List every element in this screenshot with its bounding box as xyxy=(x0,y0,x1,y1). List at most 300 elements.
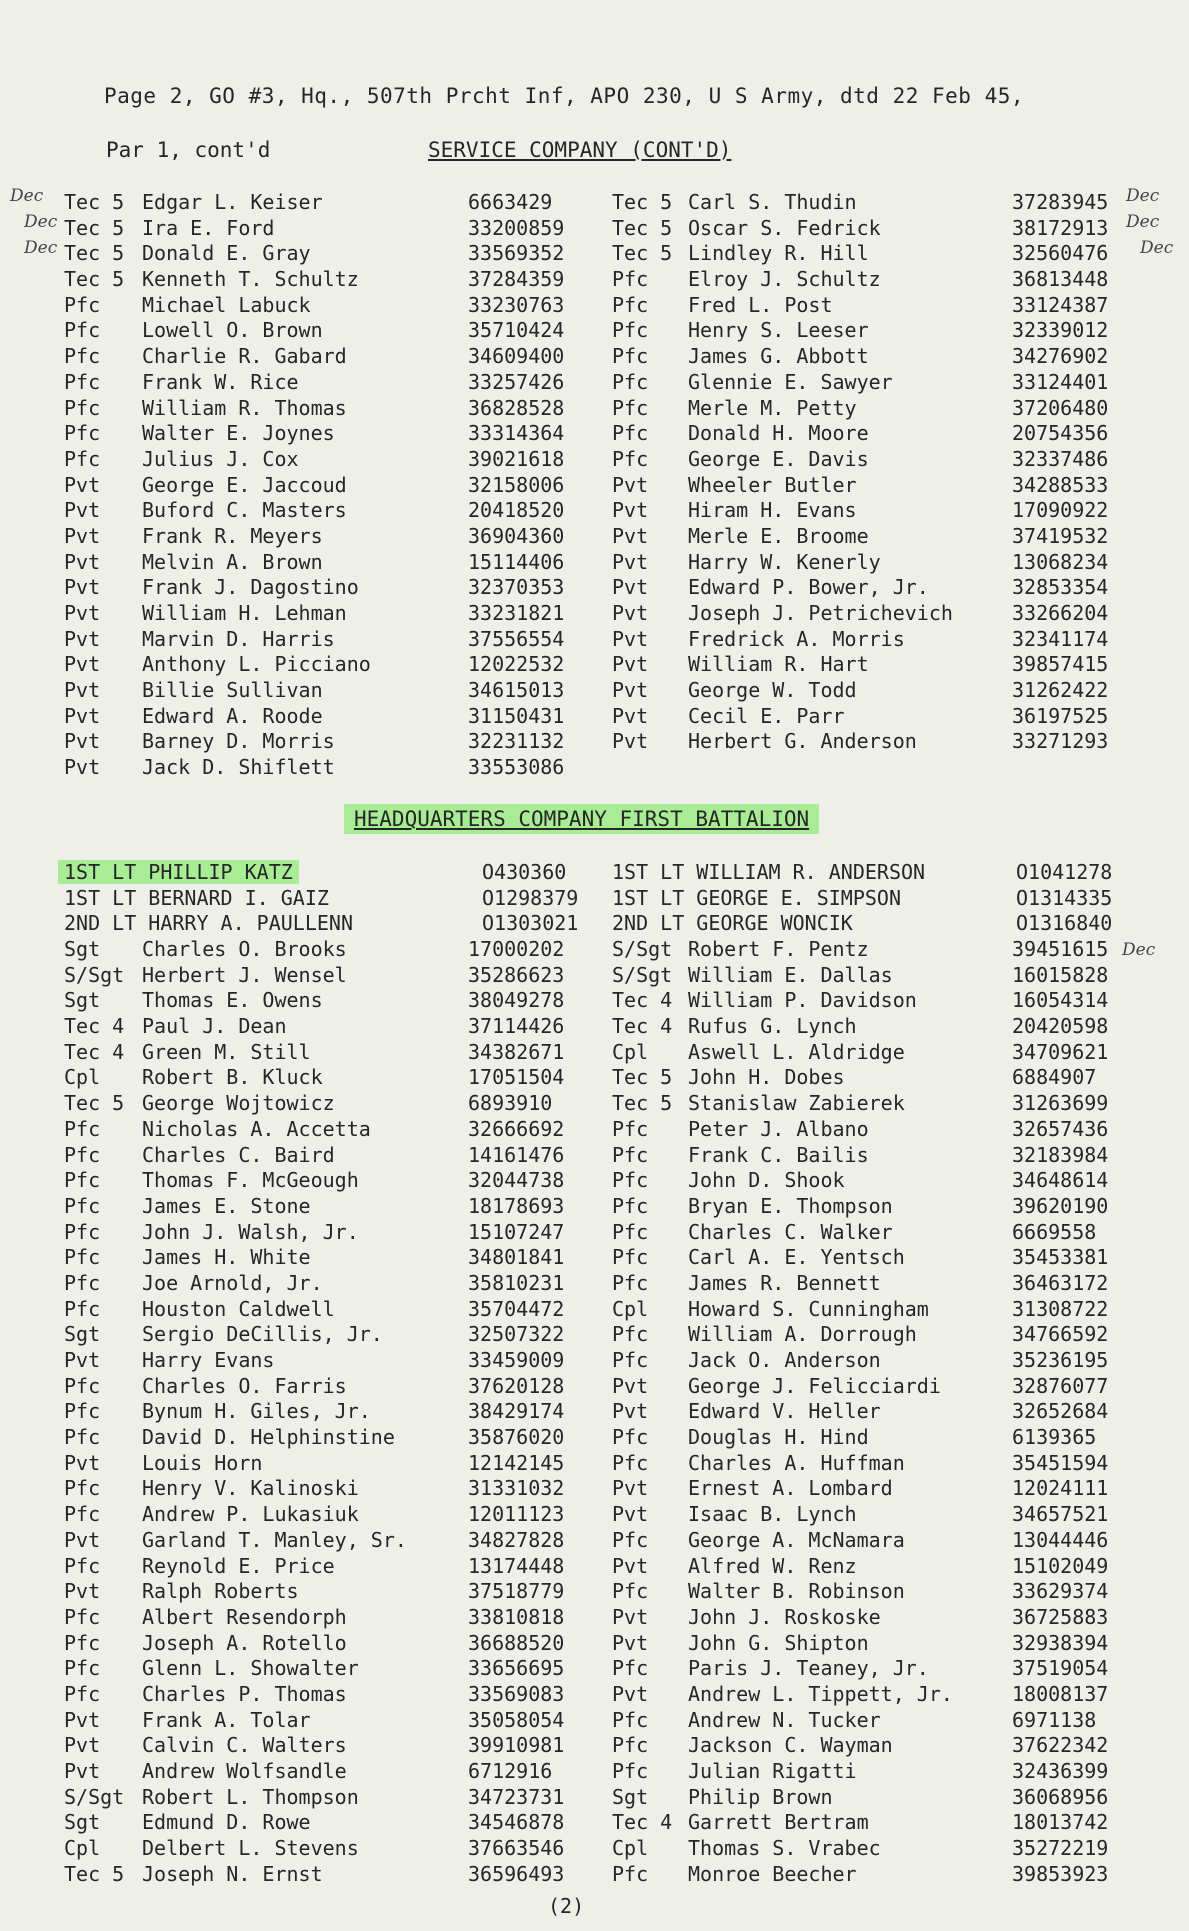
name-right: Lindley R. Hill xyxy=(688,241,869,266)
rank-left: Cpl xyxy=(64,1065,101,1090)
name-left: Julius J. Cox xyxy=(142,446,299,471)
name-right: Oscar S. Fedrick xyxy=(688,215,881,240)
serial-number-left: 35704472 xyxy=(468,1296,565,1321)
serial-number-left: 12022532 xyxy=(468,652,565,677)
serial-number-left: 37284359 xyxy=(468,267,565,292)
serial-number-right: 34648614 xyxy=(1012,1168,1109,1193)
name-left: William R. Thomas xyxy=(142,395,347,420)
name-left: Michael Labuck xyxy=(142,292,311,317)
rank-left: Pfc xyxy=(64,1399,101,1424)
name-right: Carl S. Thudin xyxy=(688,190,857,214)
name-right: Douglas H. Hind xyxy=(688,1425,869,1450)
rank-left: Cpl xyxy=(64,1836,101,1861)
serial-number-right: 37206480 xyxy=(1012,395,1109,420)
name-right: William P. Davidson xyxy=(688,988,917,1013)
name-left: Calvin C. Walters xyxy=(142,1733,347,1758)
serial-number-left: 33314364 xyxy=(468,421,565,446)
rank-left: Pvt xyxy=(64,498,101,523)
rank-right: Pvt xyxy=(612,601,649,625)
name-right: Fred L. Post xyxy=(688,292,833,317)
rank-left: Pfc xyxy=(64,292,101,317)
name-left: William H. Lehman xyxy=(142,601,347,625)
name-right: George A. McNamara xyxy=(688,1527,905,1552)
rank-right: Pvt xyxy=(612,729,649,754)
rank-right: Pvt xyxy=(612,626,649,651)
serial-number-left: 34546878 xyxy=(468,1810,565,1835)
margin-note: Dec xyxy=(1126,212,1160,232)
serial-number-right: 37283945 xyxy=(1012,190,1109,214)
rank-left: Pfc xyxy=(64,1604,101,1629)
name-right: Frank C. Bailis xyxy=(688,1142,869,1167)
serial-number-right: 35272219 xyxy=(1012,1836,1109,1861)
serial-number-left: 37556554 xyxy=(468,626,565,651)
rank-right: Pfc xyxy=(612,1168,649,1193)
name-left: George E. Jaccoud xyxy=(142,472,347,497)
rank-right: Pvt xyxy=(612,549,649,574)
serial-number-left: 17051504 xyxy=(468,1065,565,1090)
name-left: Charles C. Baird xyxy=(142,1142,335,1167)
serial-number-left: 33810818 xyxy=(468,1604,565,1629)
rank-left: Pvt xyxy=(64,523,101,548)
serial-number-right: 33124387 xyxy=(1012,292,1109,317)
name-left: Barney D. Morris xyxy=(142,729,335,754)
rank-right: Cpl xyxy=(612,1836,649,1861)
rank-left: Pvt xyxy=(64,1579,101,1604)
rank-right: Pvt xyxy=(612,678,649,703)
serial-number-right: 20420598 xyxy=(1012,1014,1109,1039)
name-right: Joseph J. Petrichevich xyxy=(688,601,953,625)
rank-left: Pfc xyxy=(64,421,101,446)
name-left: Marvin D. Harris xyxy=(142,626,335,651)
serial-number-left: 32370353 xyxy=(468,575,565,600)
rank-right: Pfc xyxy=(612,1861,649,1886)
serial-number-left: 34615013 xyxy=(468,678,565,703)
name-right: Monroe Beecher xyxy=(688,1861,857,1886)
name-right: Edward P. Bower, Jr. xyxy=(688,575,929,600)
serial-number-right: 39853923 xyxy=(1012,1861,1109,1886)
name-right: Glennie E. Sawyer xyxy=(688,369,893,394)
name-left: Joe Arnold, Jr. xyxy=(142,1270,323,1295)
rank-left: Pvt xyxy=(64,1450,101,1475)
name-left: Frank A. Tolar xyxy=(142,1707,311,1732)
name-right: Merle M. Petty xyxy=(688,395,857,420)
serial-number-right: 32938394 xyxy=(1012,1630,1109,1655)
rank-left: Pfc xyxy=(64,1168,101,1193)
serial-number-right: 18013742 xyxy=(1012,1810,1109,1835)
rank-right: Pvt xyxy=(612,1373,649,1398)
name-left: Edward A. Roode xyxy=(142,703,323,728)
name-right: Herbert G. Anderson xyxy=(688,729,917,754)
serial-number-right: 13044446 xyxy=(1012,1527,1109,1552)
serial-number-left: 13174448 xyxy=(468,1553,565,1578)
serial-number-left: 32158006 xyxy=(468,472,565,497)
rank-right: Cpl xyxy=(612,1039,649,1064)
officer-left: 1ST LT BERNARD I. GAIZ xyxy=(64,885,329,910)
rank-left: Pfc xyxy=(64,1219,101,1244)
rank-left: Pfc xyxy=(64,369,101,394)
rank-right: Pfc xyxy=(612,1116,649,1141)
serial-number-left: 38429174 xyxy=(468,1399,565,1424)
paragraph-subheader: Par 1, cont'd xyxy=(106,138,271,162)
name-left: Paul J. Dean xyxy=(142,1014,287,1039)
serial-number-right: 32560476 xyxy=(1012,241,1109,266)
rank-right: Pvt xyxy=(612,498,649,523)
serial-number-left: 36828528 xyxy=(468,395,565,420)
serial-number-right: 33629374 xyxy=(1012,1579,1109,1604)
name-right: Rufus G. Lynch xyxy=(688,1014,857,1039)
serial-number-left: 35710424 xyxy=(468,318,565,343)
name-right: Ernest A. Lombard xyxy=(688,1476,893,1501)
serial-number-left: 12011123 xyxy=(468,1502,565,1527)
name-right: Aswell L. Aldridge xyxy=(688,1039,905,1064)
name-right: John G. Shipton xyxy=(688,1630,869,1655)
name-left: Charles O. Farris xyxy=(142,1373,347,1398)
serial-number-left: 33257426 xyxy=(468,369,565,394)
name-left: Thomas F. McGeough xyxy=(142,1168,359,1193)
name-left: Joseph A. Rotello xyxy=(142,1630,347,1655)
serial-number-left: 34382671 xyxy=(468,1039,565,1064)
name-left: Harry Evans xyxy=(142,1348,275,1372)
serial-number-left: 14161476 xyxy=(468,1142,565,1167)
name-right: Jackson C. Wayman xyxy=(688,1733,893,1758)
rank-left: Pvt xyxy=(64,1707,101,1732)
name-left: Thomas E. Owens xyxy=(142,988,323,1013)
name-left: Frank J. Dagostino xyxy=(142,575,359,600)
serial-number-right: 39451615 xyxy=(1012,937,1109,961)
rank-left: Pvt xyxy=(64,1348,101,1372)
document-header: Page 2, GO #3, Hq., 507th Prcht Inf, APO 230, U S Army, dtd 22 Feb 45, xyxy=(104,84,1025,108)
serial-number-left: 34723731 xyxy=(468,1784,565,1809)
serial-number-right: 35451594 xyxy=(1012,1450,1109,1475)
serial-number-left: 12142145 xyxy=(468,1450,565,1475)
name-right: Wheeler Butler xyxy=(688,472,857,497)
serial-number-right: 36068956 xyxy=(1012,1784,1109,1809)
rank-left: Pfc xyxy=(64,446,101,471)
name-left: Billie Sullivan xyxy=(142,678,323,703)
rank-right: Pfc xyxy=(612,395,649,420)
rank-left: Tec 5 xyxy=(64,190,125,214)
name-right: Donald H. Moore xyxy=(688,421,869,446)
rank-right: Tec 5 xyxy=(612,1091,673,1116)
rank-left: Pfc xyxy=(64,1142,101,1167)
serial-number-left: 32666692 xyxy=(468,1116,565,1141)
serial-number-right: 20754356 xyxy=(1012,421,1109,446)
rank-left: Tec 5 xyxy=(64,1861,125,1886)
serial-number-left: 32507322 xyxy=(468,1322,565,1347)
serial-number-right: 39857415 xyxy=(1012,652,1109,677)
serial-number-right: 33266204 xyxy=(1012,601,1109,625)
name-right: Charles A. Huffman xyxy=(688,1450,905,1475)
rank-left: Pvt xyxy=(64,1733,101,1758)
name-left: Jack D. Shiflett xyxy=(142,755,335,780)
name-right: Andrew L. Tippett, Jr. xyxy=(688,1681,953,1706)
serial-number-right: 37622342 xyxy=(1012,1733,1109,1758)
rank-left: Pvt xyxy=(64,626,101,651)
name-right: Merle E. Broome xyxy=(688,523,869,548)
rank-right: S/Sgt xyxy=(612,962,673,987)
serial-number-right: 32652684 xyxy=(1012,1399,1109,1424)
serial-number-left: 35810231 xyxy=(468,1270,565,1295)
officer-serial-right: O1314335 xyxy=(1016,885,1113,910)
name-right: Isaac B. Lynch xyxy=(688,1502,857,1527)
serial-number-right: 15102049 xyxy=(1012,1553,1109,1578)
name-left: Anthony L. Picciano xyxy=(142,652,371,677)
rank-left: Pfc xyxy=(64,1296,101,1321)
officer-right: 1ST LT WILLIAM R. ANDERSON xyxy=(612,860,926,884)
officer-serial-right: O1041278 xyxy=(1016,860,1113,884)
rank-left: Pfc xyxy=(64,1373,101,1398)
name-left: James H. White xyxy=(142,1245,311,1270)
serial-number-right: 32436399 xyxy=(1012,1759,1109,1783)
rank-right: Pvt xyxy=(612,1476,649,1501)
name-right: John J. Roskoske xyxy=(688,1604,881,1629)
serial-number-right: 32853354 xyxy=(1012,575,1109,600)
name-right: Thomas S. Vrabec xyxy=(688,1836,881,1861)
serial-number-right: 32657436 xyxy=(1012,1116,1109,1141)
name-left: Bynum H. Giles, Jr. xyxy=(142,1399,371,1424)
rank-right: Pvt xyxy=(612,1399,649,1424)
name-right: William A. Dorrough xyxy=(688,1322,917,1347)
name-left: Henry V. Kalinoski xyxy=(142,1476,359,1501)
name-right: Garrett Bertram xyxy=(688,1810,869,1835)
serial-number-right: 34288533 xyxy=(1012,472,1109,497)
rank-right: Pfc xyxy=(612,1219,649,1244)
rank-right: Pfc xyxy=(612,1322,649,1347)
rank-left: Tec 4 xyxy=(64,1039,125,1064)
serial-number-left: 15114406 xyxy=(468,549,565,574)
rank-left: Tec 4 xyxy=(64,1014,125,1039)
name-right: George W. Todd xyxy=(688,678,857,703)
name-right: Andrew N. Tucker xyxy=(688,1707,881,1732)
name-left: Andrew P. Lukasiuk xyxy=(142,1502,359,1527)
rank-left: Pfc xyxy=(64,1270,101,1295)
rank-left: Pvt xyxy=(64,575,101,600)
name-right: Philip Brown xyxy=(688,1784,833,1809)
rank-left: Pvt xyxy=(64,652,101,677)
serial-number-right: 35236195 xyxy=(1012,1348,1109,1372)
name-right: Peter J. Albano xyxy=(688,1116,869,1141)
serial-number-right: 34709621 xyxy=(1012,1039,1109,1064)
name-left: Reynold E. Price xyxy=(142,1553,335,1578)
name-right: Henry S. Leeser xyxy=(688,318,869,343)
name-right: James G. Abbott xyxy=(688,344,869,369)
rank-left: Pvt xyxy=(64,472,101,497)
name-right: Alfred W. Renz xyxy=(688,1553,857,1578)
margin-note: Dec xyxy=(24,238,58,258)
name-right: William R. Hart xyxy=(688,652,869,677)
officer-serial-left: O1298379 xyxy=(482,885,579,910)
name-left: Buford C. Masters xyxy=(142,498,347,523)
name-left: Green M. Still xyxy=(142,1039,311,1064)
rank-right: Pvt xyxy=(612,523,649,548)
rank-left: Pfc xyxy=(64,1553,101,1578)
rank-right: Tec 5 xyxy=(612,215,673,240)
serial-number-right: 32341174 xyxy=(1012,626,1109,651)
name-right: Bryan E. Thompson xyxy=(688,1193,893,1218)
serial-number-right: 39620190 xyxy=(1012,1193,1109,1218)
serial-number-left: 32231132 xyxy=(468,729,565,754)
serial-number-left: 6663429 xyxy=(468,190,553,214)
name-left: Charlie R. Gabard xyxy=(142,344,347,369)
name-right: Cecil E. Parr xyxy=(688,703,845,728)
serial-number-left: 35876020 xyxy=(468,1425,565,1450)
serial-number-left: 39910981 xyxy=(468,1733,565,1758)
name-left: Nicholas A. Accetta xyxy=(142,1116,371,1141)
name-right: James R. Bennett xyxy=(688,1270,881,1295)
rank-right: Pfc xyxy=(612,1527,649,1552)
serial-number-left: 38049278 xyxy=(468,988,565,1013)
name-left: Ira E. Ford xyxy=(142,215,275,240)
name-left: Delbert L. Stevens xyxy=(142,1836,359,1861)
officer-serial-left: O430360 xyxy=(482,860,567,884)
name-left: Glenn L. Showalter xyxy=(142,1656,359,1681)
rank-right: Tec 5 xyxy=(612,190,673,214)
rank-left: Pfc xyxy=(64,395,101,420)
serial-number-left: 35286623 xyxy=(468,962,565,987)
rank-left: Sgt xyxy=(64,937,101,961)
serial-number-left: 34801841 xyxy=(468,1245,565,1270)
rank-left: Pfc xyxy=(64,1630,101,1655)
name-right: Edward V. Heller xyxy=(688,1399,881,1424)
serial-number-right: 16015828 xyxy=(1012,962,1109,987)
rank-left: Pfc xyxy=(64,1502,101,1527)
rank-right: Pfc xyxy=(612,1245,649,1270)
rank-right: Pfc xyxy=(612,1270,649,1295)
serial-number-right: 31308722 xyxy=(1012,1296,1109,1321)
serial-number-right: 35453381 xyxy=(1012,1245,1109,1270)
rank-right: Pfc xyxy=(612,1450,649,1475)
rank-left: Pfc xyxy=(64,1476,101,1501)
name-left: Melvin A. Brown xyxy=(142,549,323,574)
rank-left: Pfc xyxy=(64,1425,101,1450)
rank-left: Pvt xyxy=(64,601,101,625)
rank-left: Pvt xyxy=(64,549,101,574)
rank-right: Pvt xyxy=(612,1553,649,1578)
name-right: Harry W. Kenerly xyxy=(688,549,881,574)
serial-number-left: 35058054 xyxy=(468,1707,565,1732)
name-left: Donald E. Gray xyxy=(142,241,311,266)
name-right: Elroy J. Schultz xyxy=(688,267,881,292)
serial-number-left: 37114426 xyxy=(468,1014,565,1039)
rank-left: Pvt xyxy=(64,755,101,780)
name-right: Carl A. E. Yentsch xyxy=(688,1245,905,1270)
serial-number-left: 37620128 xyxy=(468,1373,565,1398)
officer-right: 1ST LT GEORGE E. SIMPSON xyxy=(612,885,901,910)
name-right: Robert F. Pentz xyxy=(688,937,869,961)
serial-number-left: 33200859 xyxy=(468,215,565,240)
name-left: Andrew Wolfsandle xyxy=(142,1759,347,1783)
officer-serial-left: O1303021 xyxy=(482,911,579,936)
serial-number-right: 6971138 xyxy=(1012,1707,1097,1732)
name-left: Frank R. Meyers xyxy=(142,523,323,548)
rank-right: Pvt xyxy=(612,1630,649,1655)
serial-number-right: 34276902 xyxy=(1012,344,1109,369)
name-left: Kenneth T. Schultz xyxy=(142,267,359,292)
serial-number-left: 32044738 xyxy=(468,1168,565,1193)
name-right: John D. Shook xyxy=(688,1168,845,1193)
rank-left: Pfc xyxy=(64,1656,101,1681)
rank-right: Tec 4 xyxy=(612,1014,673,1039)
name-left: James E. Stone xyxy=(142,1193,311,1218)
serial-number-left: 18178693 xyxy=(468,1193,565,1218)
rank-left: Pfc xyxy=(64,1193,101,1218)
name-right: Charles C. Walker xyxy=(688,1219,893,1244)
name-right: Paris J. Teaney, Jr. xyxy=(688,1656,929,1681)
rank-right: Tec 5 xyxy=(612,241,673,266)
serial-number-left: 34827828 xyxy=(468,1527,565,1552)
page-number: (2) xyxy=(548,1894,585,1918)
rank-right: Pvt xyxy=(612,1502,649,1527)
name-right: Hiram H. Evans xyxy=(688,498,857,523)
name-left: Louis Horn xyxy=(142,1450,263,1475)
serial-number-right: 32183984 xyxy=(1012,1142,1109,1167)
serial-number-right: 13068234 xyxy=(1012,549,1109,574)
rank-right: Pvt xyxy=(612,472,649,497)
rank-right: Pfc xyxy=(612,1142,649,1167)
serial-number-right: 38172913 xyxy=(1012,215,1109,240)
serial-number-left: 37518779 xyxy=(468,1579,565,1604)
serial-number-right: 34766592 xyxy=(1012,1322,1109,1347)
serial-number-right: 36463172 xyxy=(1012,1270,1109,1295)
officer-left: 1ST LT PHILLIP KATZ xyxy=(58,860,299,884)
rank-left: Tec 5 xyxy=(64,267,125,292)
serial-number-right: 36813448 xyxy=(1012,267,1109,292)
rank-left: Sgt xyxy=(64,1322,101,1347)
rank-right: Pfc xyxy=(612,1425,649,1450)
serial-number-right: 33271293 xyxy=(1012,729,1109,754)
serial-number-left: 6712916 xyxy=(468,1759,553,1783)
serial-number-left: 34609400 xyxy=(468,344,565,369)
serial-number-left: 20418520 xyxy=(468,498,565,523)
rank-right: Pfc xyxy=(612,1348,649,1372)
serial-number-left: 33231821 xyxy=(468,601,565,625)
serial-number-right: 18008137 xyxy=(1012,1681,1109,1706)
rank-right: Pfc xyxy=(612,1656,649,1681)
rank-left: Pfc xyxy=(64,318,101,343)
rank-right: Pfc xyxy=(612,318,649,343)
name-right: John H. Dobes xyxy=(688,1065,845,1090)
margin-note: Dec xyxy=(24,212,58,232)
rank-right: Pvt xyxy=(612,652,649,677)
name-left: Herbert J. Wensel xyxy=(142,962,347,987)
rank-left: Pfc xyxy=(64,344,101,369)
name-left: Houston Caldwell xyxy=(142,1296,335,1321)
serial-number-left: 33230763 xyxy=(468,292,565,317)
rank-right: Pfc xyxy=(612,267,649,292)
serial-number-right: 37419532 xyxy=(1012,523,1109,548)
rank-left: S/Sgt xyxy=(64,962,125,987)
section-title: SERVICE COMPANY (CONT'D) xyxy=(428,138,732,162)
name-left: John J. Walsh, Jr. xyxy=(142,1219,359,1244)
rank-left: S/Sgt xyxy=(64,1784,125,1809)
rank-right: Pvt xyxy=(612,703,649,728)
serial-number-left: 33553086 xyxy=(468,755,565,780)
rank-right: Pfc xyxy=(612,1579,649,1604)
hq-company-title: HEADQUARTERS COMPANY FIRST BATTALION xyxy=(344,804,819,834)
rank-right: Cpl xyxy=(612,1296,649,1321)
serial-number-right: 34657521 xyxy=(1012,1502,1109,1527)
margin-note: Dec xyxy=(10,186,44,206)
serial-number-left: 15107247 xyxy=(468,1219,565,1244)
name-left: Ralph Roberts xyxy=(142,1579,299,1604)
serial-number-right: 12024111 xyxy=(1012,1476,1109,1501)
name-left: Joseph N. Ernst xyxy=(142,1861,323,1886)
rank-right: Pfc xyxy=(612,421,649,446)
serial-number-right: 37519054 xyxy=(1012,1656,1109,1681)
serial-number-right: 6669558 xyxy=(1012,1219,1097,1244)
officer-serial-right: O1316840 xyxy=(1016,911,1113,936)
rank-left: Pfc xyxy=(64,1681,101,1706)
